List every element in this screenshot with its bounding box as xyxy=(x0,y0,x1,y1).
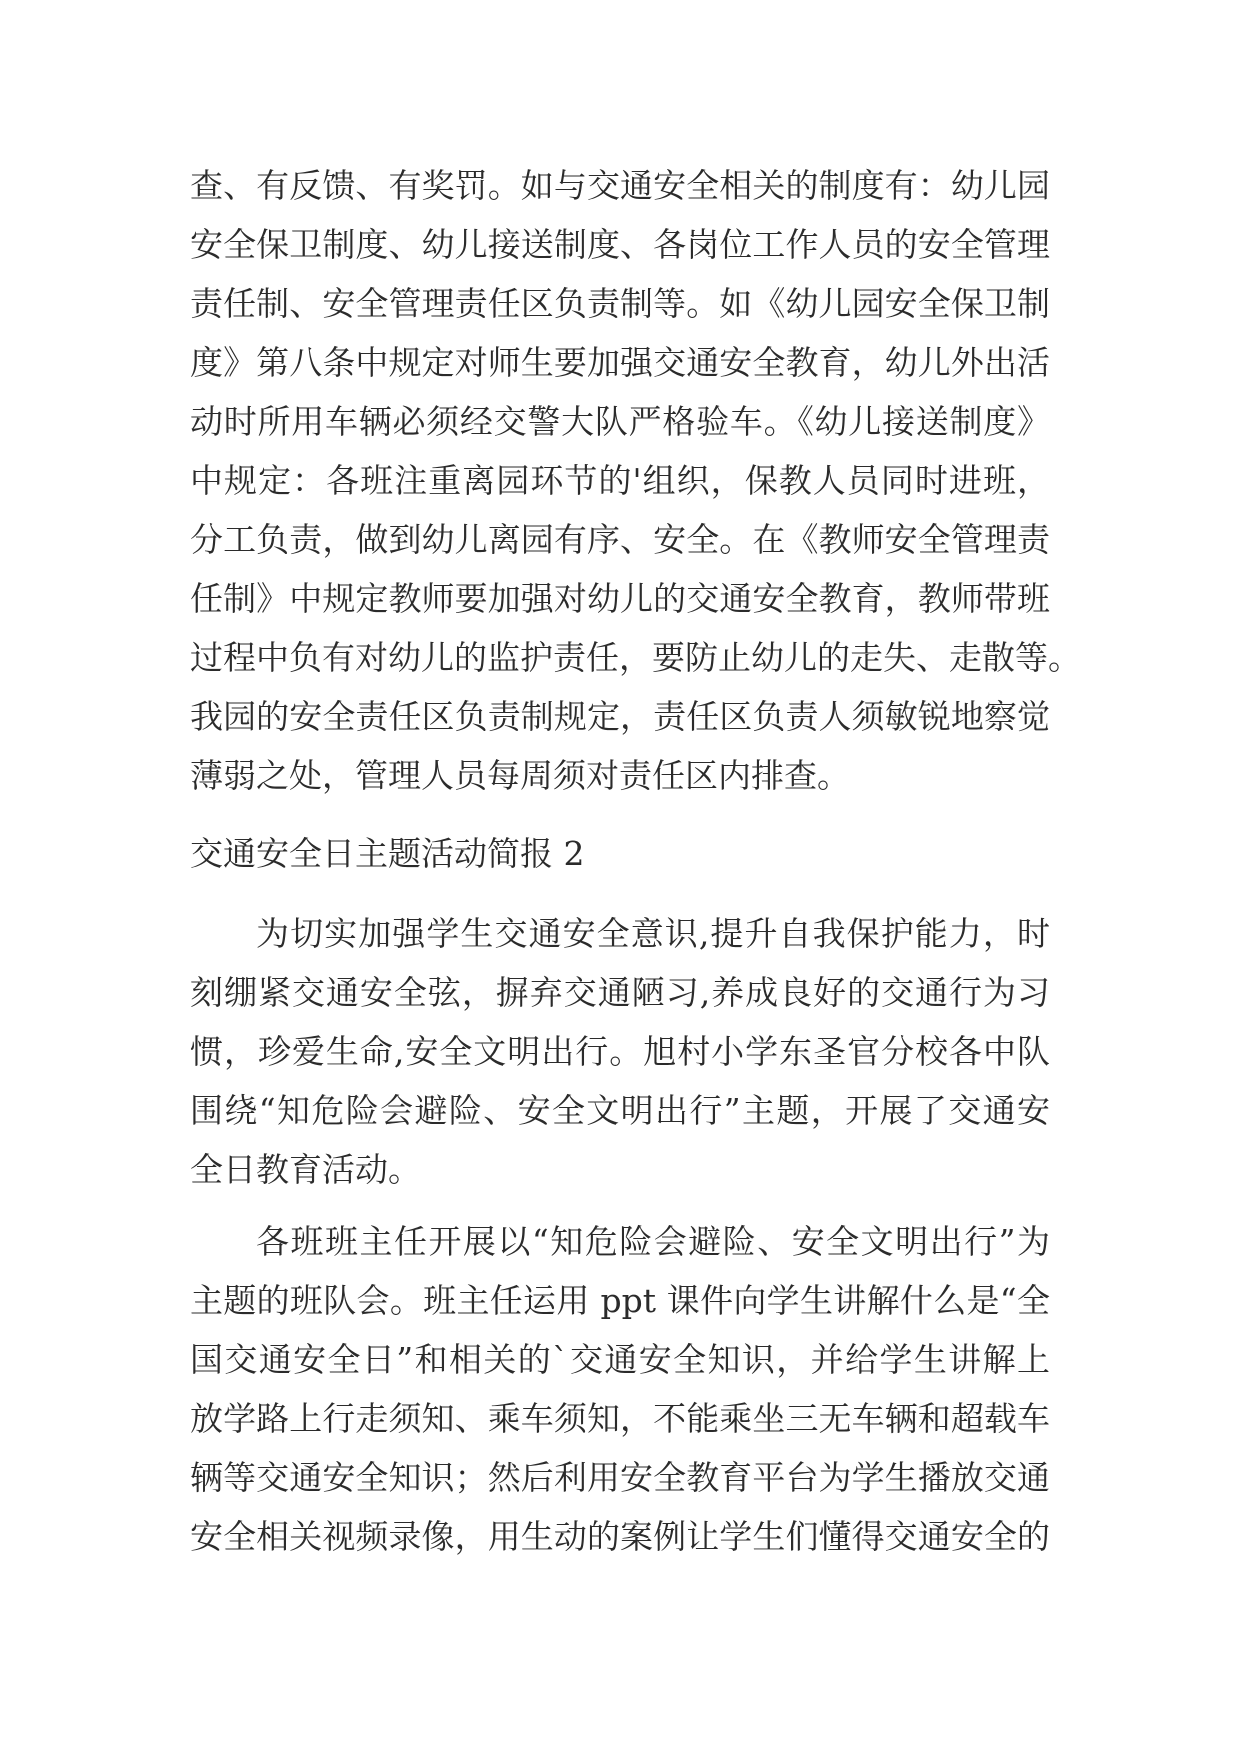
text-line: 过程中负有对幼儿的监护责任，要防止幼儿的走失、走散等。 xyxy=(190,638,1081,677)
text-line: 查、有反馈、有奖罚。如与交通安全相关的制度有：幼儿园 xyxy=(190,166,1050,205)
paragraph-line: 刻绷紧交通安全弦，摒弃交通陋习,养成良好的交通行为习 xyxy=(190,973,1050,1012)
paragraph-line: 放学路上行走须知、乘车须知，不能乘坐三无车辆和超载车 xyxy=(190,1399,1050,1438)
paragraph-line: 全日教育活动。 xyxy=(190,1150,421,1189)
paragraph-line: 安全相关视频录像，用生动的案例让学生们懂得交通安全的 xyxy=(190,1517,1050,1556)
text-line: 责任制、安全管理责任区负责制等。如《幼儿园安全保卫制 xyxy=(190,284,1050,323)
paragraph-line: 围绕“知危险会避险、安全文明出行”主题，开展了交通安 xyxy=(190,1091,1050,1130)
paragraph-line: 主题的班队会。班主任运用 ppt 课件向学生讲解什么是“全 xyxy=(190,1281,1050,1320)
text-line: 度》第八条中规定对师生要加强交通安全教育，幼儿外出活 xyxy=(190,343,1050,382)
paragraph-line: 国交通安全日”和相关的`交通安全知识，并给学生讲解上 xyxy=(190,1340,1050,1379)
text-line: 我园的安全责任区负责制规定，责任区负责人须敏锐地察觉 xyxy=(190,697,1050,736)
paragraph-line: 辆等交通安全知识；然后利用安全教育平台为学生播放交通 xyxy=(190,1458,1050,1497)
text-line: 分工负责，做到幼儿离园有序、安全。在《教师安全管理责 xyxy=(190,520,1050,559)
text-line: 中规定：各班注重离园环节的'组织，保教人员同时进班， xyxy=(190,461,1050,500)
text-line: 薄弱之处，管理人员每周须对责任区内排查。 xyxy=(190,756,850,795)
paragraph-line: 惯，珍爱生命,安全文明出行。旭村小学东圣官分校各中队 xyxy=(190,1032,1050,1071)
paragraph-line: 为切实加强学生交通安全意识,提升自我保护能力，时 xyxy=(256,914,1050,953)
paragraph-line: 各班班主任开展以“知危险会避险、安全文明出行”为 xyxy=(256,1222,1050,1261)
text-line: 动时所用车辆必须经交警大队严格验车。《幼儿接送制度》 xyxy=(190,402,1050,441)
section-title: 交通安全日主题活动简报 2 xyxy=(190,834,585,873)
text-line: 安全保卫制度、幼儿接送制度、各岗位工作人员的安全管理 xyxy=(190,225,1050,264)
text-line: 任制》中规定教师要加强对幼儿的交通安全教育，教师带班 xyxy=(190,579,1050,618)
